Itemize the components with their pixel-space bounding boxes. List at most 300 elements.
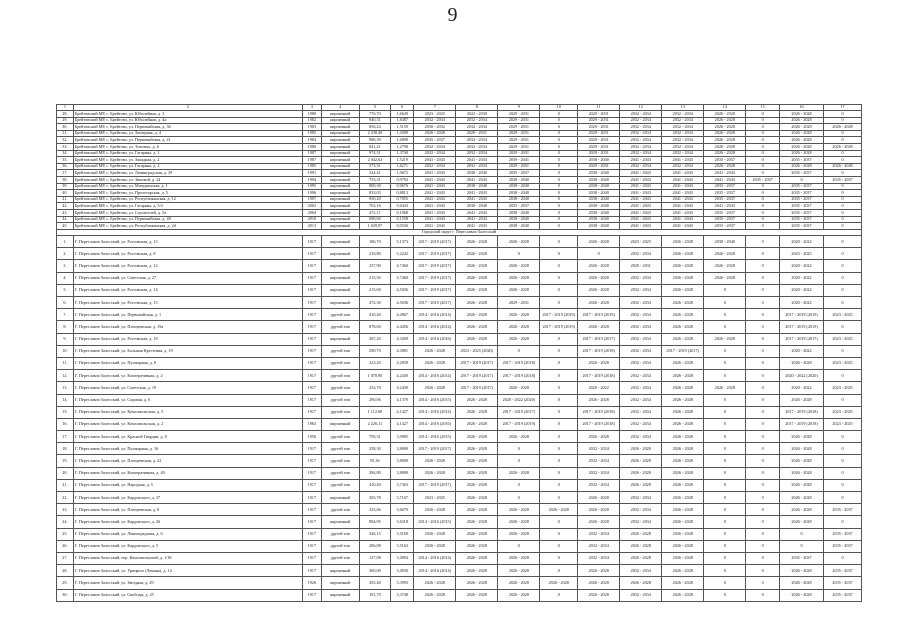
table-cell: 0 [824, 284, 862, 296]
table-cell: 2035 - 2037 [779, 203, 823, 210]
table-cell: 904,95 [359, 516, 391, 528]
table-cell: 1 112,00 [359, 406, 391, 418]
table-row [57, 272, 862, 284]
table-cell: 0 [746, 516, 780, 528]
table-cell: 0 [704, 406, 746, 418]
table-cell: 0 [540, 357, 578, 369]
table-cell: 2026 - 2028 [662, 333, 704, 345]
address-cell: Брейтовский МР, с. Брейтово, ул. Ленинградская, д. 39 [73, 170, 302, 177]
table-cell: 2026 - 2028 [662, 504, 704, 516]
table-cell: 2038 - 2040 [456, 183, 498, 190]
table-cell: 2026 - 2028 [578, 492, 620, 504]
table-cell: 0 [746, 333, 780, 345]
table-cell: 0 [746, 117, 780, 124]
table-cell: другой тип [321, 431, 359, 443]
table-cell: кирпичный [321, 248, 359, 260]
table-cell: 0 [779, 176, 823, 183]
table-cell: кирпичный [321, 170, 359, 177]
table-cell: 2014 - 2016 (2015) [414, 431, 456, 443]
table-cell: 16. [57, 418, 74, 430]
table-cell: 2026 - 2028 [620, 479, 662, 491]
table-cell: 2026 - 2028 [498, 589, 540, 601]
table-row [57, 357, 862, 369]
table-cell: 0 [540, 260, 578, 272]
table-cell: 0 [704, 357, 746, 369]
table-cell: 0,6443 [391, 203, 414, 210]
table-cell: 0 [540, 150, 578, 157]
table-cell: 800,30 [359, 183, 391, 190]
table-cell: 2026 - 2028 [704, 260, 746, 272]
table-cell: 2032 - 2034 [578, 467, 620, 479]
table-cell: 233,70 [359, 382, 391, 394]
table-cell: 2041 - 2043 [456, 176, 498, 183]
table-cell: 2026 - 2028 [779, 455, 823, 467]
table-cell: 2032 - 2034 [620, 297, 662, 309]
table-cell: 2032 - 2034 [662, 150, 704, 157]
table-cell: 410,40 [359, 309, 391, 321]
table-cell: 0 [824, 209, 862, 216]
table-cell: 2032 - 2034 [414, 163, 456, 170]
table-cell: 0 [746, 345, 780, 357]
table-cell: другой тип [321, 394, 359, 406]
table-cell: 12 [620, 105, 662, 111]
table-row [57, 260, 862, 272]
table-cell: 2026 - 2028 [498, 528, 540, 540]
table-cell: 2029 - 2031 [578, 130, 620, 137]
table-cell: 0 [824, 443, 862, 455]
table-cell: 2041 - 2043 [414, 183, 456, 190]
table-cell: 2029 - 2031 [498, 150, 540, 157]
table-cell: кирпичный [321, 297, 359, 309]
table-cell: 2041 - 2043 [620, 170, 662, 177]
table-cell: 2035 - 2037 [498, 203, 540, 210]
table-row [57, 143, 862, 150]
table-cell: 2023 - 2025 [779, 248, 823, 260]
table-cell: 2026 - 2028 [540, 577, 578, 589]
table-cell: 0 [746, 111, 780, 118]
table-cell: 2035 - 2037 [824, 565, 862, 577]
table-cell: 2026 - 2028 [662, 431, 704, 443]
table-cell: 2041 - 2043 [414, 170, 456, 177]
table-cell: 0 [824, 236, 862, 248]
table-cell: 3,7167 [391, 492, 414, 504]
table-cell: 2032 - 2034 [578, 540, 620, 552]
address-cell: Брейтовский МР, с. Брейтово, ул. Первомайская, д. 48 [73, 216, 302, 223]
table-cell: 2026 - 2028 [824, 124, 862, 131]
table-cell: 2032 - 2034 [620, 406, 662, 418]
table-cell: 2020 - 2022 (2020) [779, 370, 823, 382]
table-cell: 6. [57, 297, 74, 309]
table-cell: 2026 - 2028 [620, 577, 662, 589]
table-cell: 0 [746, 190, 780, 197]
table-cell: 0 [704, 370, 746, 382]
table-cell: 0 [824, 223, 862, 230]
table-cell: 2041 - 2043 [704, 176, 746, 183]
table-cell: 4. [57, 272, 74, 284]
table-cell: 0 [746, 236, 780, 248]
address-cell: Г. Переславль-Залесский, ул. Комсомольская, д. 5 [73, 406, 302, 418]
table-cell: 237,90 [359, 260, 391, 272]
table-cell: 0 [824, 203, 862, 210]
table-cell: 4,2430 [391, 382, 414, 394]
table-cell: 2026 - 2028 [498, 565, 540, 577]
table-cell: 0 [704, 418, 746, 430]
table-cell: 2035 - 2037 [824, 540, 862, 552]
table-cell: 2017 - 2019 (2017) [456, 357, 498, 369]
table-cell: 0 [704, 479, 746, 491]
table-cell: 2026 - 2028 [498, 467, 540, 479]
table-cell: 2039 - 2041 [498, 157, 540, 164]
table-cell: 215,60 [359, 284, 391, 296]
table-cell: 2026 - 2028 [414, 528, 456, 540]
table-cell: 2022 - 2030 [456, 111, 498, 118]
table-cell: 2041 - 2043 [456, 216, 498, 223]
table-cell: 4,5036 [391, 297, 414, 309]
address-cell: Брейтовский МР, с. Брейтово, ул. Республиканская, д. 12 [73, 196, 302, 203]
table-cell: 0 [540, 455, 578, 467]
table-cell: 2026 - 2028 [662, 297, 704, 309]
table-cell: 2026 - 2028 [578, 394, 620, 406]
table-row [57, 345, 862, 357]
table-cell: 2026 - 2028 [414, 540, 456, 552]
table-cell: 0 [746, 196, 780, 203]
address-cell: Г. Переславль-Залесский, пер. Комсомольский, д. 1/18 [73, 552, 302, 564]
table-row [57, 196, 862, 203]
table-cell: 2026 - 2028 [414, 589, 456, 601]
table-cell: 2014 - 2016 (2016) [414, 418, 456, 430]
table-cell: 25. [57, 528, 74, 540]
table-cell: 0 [746, 357, 780, 369]
table-row [57, 565, 862, 577]
table-cell: 2017 - 2019 (2017) [578, 333, 620, 345]
address-cell: Г. Переславль-Залесский, ул. Большая Крестовая, д. 19 [73, 345, 302, 357]
table-cell: 2020 - 2022 [779, 284, 823, 296]
table-cell: 15. [57, 406, 74, 418]
table-cell: 2032 - 2034 [620, 163, 662, 170]
table-cell: 286,08 [359, 540, 391, 552]
table-row [57, 443, 862, 455]
address-cell: Г. Переславль-Залесский, ул. Советская, д. 19 [73, 382, 302, 394]
table-cell: 0,1558 [391, 216, 414, 223]
table-cell: 213,50 [359, 272, 391, 284]
table-cell: 1917 [302, 492, 321, 504]
table-row [57, 431, 862, 443]
table-row [57, 203, 862, 210]
table-cell: 0 [824, 455, 862, 467]
table-cell: 2038 - 2040 [578, 223, 620, 230]
table-cell: 2032 - 2034 [662, 137, 704, 144]
table-cell: 0 [746, 203, 780, 210]
table-cell: 2038 - 2040 [704, 236, 746, 248]
table-row [57, 236, 862, 248]
table-cell: 29. [57, 117, 74, 124]
table-cell: 1987 [302, 150, 321, 157]
table-cell: 2023 - 2025 [620, 236, 662, 248]
table-cell: 2023 - 2025 [414, 111, 456, 118]
address-cell: Г. Переславль-Залесский, ул. Кардовского, д. 26 [73, 516, 302, 528]
table-cell: 2041 - 2043 [456, 209, 498, 216]
table-cell: 2032 - 2034 [620, 394, 662, 406]
table-cell: кирпичный [321, 163, 359, 170]
table-cell: 4,1427 [391, 418, 414, 430]
table-cell: 0,8813 [391, 190, 414, 197]
table-row [57, 418, 862, 430]
table-cell: 3,7363 [391, 479, 414, 491]
table-cell: 2026 - 2028 [662, 528, 704, 540]
table-cell: 2026 - 2028 [578, 321, 620, 333]
table-row [57, 284, 862, 296]
table-cell: 4,4967 [391, 309, 414, 321]
table-cell: 2026 - 2028 [456, 321, 498, 333]
table-cell: 0 [704, 516, 746, 528]
table-cell: 28. [57, 111, 74, 118]
table-cell: 2017 - 2019 (2017) [456, 382, 498, 394]
table-cell: 2026 - 2028 [704, 111, 746, 118]
table-cell: 2032 - 2034 [662, 130, 704, 137]
table-row [57, 130, 862, 137]
table-cell: 2026 - 2028 [662, 479, 704, 491]
table-row [57, 467, 862, 479]
table-cell: 833,03 [359, 190, 391, 197]
table-cell: 1963 [302, 418, 321, 430]
table-cell: 4,3269 [391, 333, 414, 345]
table-cell: 4,1370 [391, 394, 414, 406]
table-cell: 2032 - 2034 [620, 565, 662, 577]
address-cell: Г. Переславль-Залесский, ул. Пушкарная, д. 16 [73, 443, 302, 455]
table-cell: 2032 - 2034 [456, 137, 498, 144]
table-cell: 2017 - 2019 (2018) [779, 418, 823, 430]
table-cell: 1917 [302, 236, 321, 248]
table-cell: 0 [746, 130, 780, 137]
table-cell: 2041 - 2043 [662, 196, 704, 203]
table-cell: 2026 - 2028 [578, 589, 620, 601]
table-cell: 0,0336 [391, 223, 414, 230]
table-cell: 0 [540, 418, 578, 430]
table-cell: 2041 - 2043 [704, 203, 746, 210]
table-cell: кирпичный [321, 183, 359, 190]
address-cell: Брейтовский МР, с. Брейтово, ул. Пролетарская, д. 5 [73, 190, 302, 197]
table-cell: 4,7460 [391, 260, 414, 272]
table-cell: 2032 - 2034 [662, 124, 704, 131]
table-cell: 2035 - 2037 [746, 176, 780, 183]
table-cell: 1917 [302, 370, 321, 382]
table-cell: 2032 - 2034 [414, 150, 456, 157]
table-cell: 2041 - 2043 [414, 176, 456, 183]
table-cell: 2023 - 2025 [824, 309, 862, 321]
table-cell: 0 [746, 418, 780, 430]
table-cell: 2041 - 2043 [620, 176, 662, 183]
table-cell: 0 [746, 248, 780, 260]
table-cell: 2026 - 2028 [456, 309, 498, 321]
table-cell: 1994 [302, 176, 321, 183]
address-cell: Г. Переславль-Залесский, ул. Советская, д. 27 [73, 272, 302, 284]
table-cell: 2017 - 2019 (2017) [414, 248, 456, 260]
table-cell: 5,2242 [391, 248, 414, 260]
table-cell: 2032 - 2034 [620, 143, 662, 150]
table-row [57, 124, 862, 131]
table-cell: 2029 - 2031 [498, 117, 540, 124]
address-cell: Брейтовский МР, с. Брейтово, ул. Строителей, д. 5а [73, 209, 302, 216]
table-cell: 2026 - 2028 [456, 272, 498, 284]
table-cell: 3. [57, 260, 74, 272]
table-cell: 2013 [302, 223, 321, 230]
table-cell: 11 [578, 105, 620, 111]
table-cell: 17 [824, 105, 862, 111]
table-cell: 2026 - 2028 [456, 516, 498, 528]
table-cell: 2041 - 2043 [620, 190, 662, 197]
table-cell: 0 [704, 309, 746, 321]
table-cell: кирпичный [321, 418, 359, 430]
table-cell: 1,6271 [391, 163, 414, 170]
table-cell: 1 639,97 [359, 223, 391, 230]
table-cell: 2020 - 2022 [578, 382, 620, 394]
table-cell: 2038 - 2040 [498, 190, 540, 197]
table-cell: 1,5159 [391, 124, 414, 131]
table-cell: 2020 - 2022 [779, 297, 823, 309]
table-cell: 0 [746, 479, 780, 491]
table-cell: 2026 - 2028 [662, 443, 704, 455]
table-cell: 2014 - 2016 (2014) [414, 321, 456, 333]
table-cell: 0 [540, 516, 578, 528]
table-cell: 2026 - 2028 [456, 236, 498, 248]
table-cell: 0 [704, 467, 746, 479]
table-cell: 0 [540, 163, 578, 170]
table-cell: 0 [824, 516, 862, 528]
table-cell: 2026 - 2028 [498, 284, 540, 296]
table-cell: 2026 - 2028 [779, 394, 823, 406]
table-cell: 1917 [302, 565, 321, 577]
table-cell: 1917 [302, 552, 321, 564]
table-cell: 2017 - 2019 (2017) [414, 284, 456, 296]
table-cell: 22. [57, 492, 74, 504]
table-cell: 0 [824, 157, 862, 164]
address-cell: Г. Переславль-Залесский, ул. Плещеевская, д. 22 [73, 455, 302, 467]
table-cell: 2026 - 2028 [662, 565, 704, 577]
table-cell: 2026 - 2028 [414, 382, 456, 394]
table-cell: кирпичный [321, 236, 359, 248]
table-cell: 2026 - 2028 [779, 143, 823, 150]
table-row [57, 209, 862, 216]
table-cell: другой тип [321, 406, 359, 418]
table-cell: 2017 - 2019 (2017) [414, 260, 456, 272]
table-cell: 35. [57, 157, 74, 164]
table-cell: 0 [746, 170, 780, 177]
table-cell: 0 [746, 577, 780, 589]
table-cell: 1,2798 [391, 143, 414, 150]
table-cell: 127,08 [359, 552, 391, 564]
table-cell: 2035 - 2037 [704, 223, 746, 230]
table-cell: 2026 - 2028 [456, 467, 498, 479]
table-cell: 2035 - 2037 [779, 190, 823, 197]
address-cell: Г. Переславль-Залесский, ул. Ростовская, д. 18 [73, 333, 302, 345]
table-cell: 2041 - 2043 [662, 223, 704, 230]
table-cell: другой тип [321, 309, 359, 321]
table-cell: 2032 - 2034 [414, 143, 456, 150]
table-cell: кирпичный [321, 203, 359, 210]
table-row [57, 516, 862, 528]
table-cell: 2035 - 2037 [704, 216, 746, 223]
table-row [57, 176, 862, 183]
table-cell: 2032 - 2034 [578, 479, 620, 491]
address-cell: Г. Переславль-Залесский, ул. Красной Гвардии, д. 8 [73, 431, 302, 443]
table-cell: 1,6649 [391, 111, 414, 118]
address-cell: Г. Переславль-Залесский, ул. Звездная, д. 29 [73, 577, 302, 589]
table-cell: 34. [57, 150, 74, 157]
section-heading: Городской округ г. Переславль-Залесский [57, 229, 862, 235]
table-cell: 2029 - 2031 [498, 297, 540, 309]
table-cell: 0 [746, 443, 780, 455]
table-cell: 2035 - 2037 [824, 577, 862, 589]
table-cell: 1985 [302, 163, 321, 170]
table-cell: 0 [540, 248, 578, 260]
address-cell: Г. Переславль-Залесский, ул. Кооперативная, д. 40 [73, 467, 302, 479]
table-cell: 1917 [302, 321, 321, 333]
table-cell: 0,9792 [391, 176, 414, 183]
table-cell: 3,5169 [391, 528, 414, 540]
table-cell: 2032 - 2034 [620, 117, 662, 124]
table-row [57, 552, 862, 564]
address-cell: Брейтовский МР, с. Брейтово, ул. Западная, д. 2 [73, 157, 302, 164]
table-cell: 1917 [302, 357, 321, 369]
table-cell: 2 226,11 [359, 418, 391, 430]
table-cell: 2026 - 2028 [414, 130, 456, 137]
table-cell: 0 [498, 455, 540, 467]
table-cell: кирпичный [321, 130, 359, 137]
table-cell: 2029 - 2031 [498, 137, 540, 144]
table-cell: 0 [746, 163, 780, 170]
table-cell: 29. [57, 577, 74, 589]
table-cell: 0 [540, 492, 578, 504]
table-cell: 0 [824, 345, 862, 357]
table-cell: 2026 - 2028 [456, 284, 498, 296]
table-cell: 0 [746, 321, 780, 333]
table-cell: 690,60 [359, 216, 391, 223]
table-cell: 2030 - 2032 [414, 124, 456, 131]
table-cell: кирпичный [321, 589, 359, 601]
table-cell: 4,3081 [391, 345, 414, 357]
table-cell: 986,39 [359, 137, 391, 144]
table-cell: 2041 - 2043 [456, 196, 498, 203]
table-cell: 1917 [302, 467, 321, 479]
table-cell: 3,5163 [391, 540, 414, 552]
table-cell: 0 [746, 309, 780, 321]
table-cell: 2026 - 2028 [662, 418, 704, 430]
table-cell: 0 [540, 297, 578, 309]
table-cell: 0 [540, 223, 578, 230]
table-cell: 26. [57, 540, 74, 552]
table-cell: 0 [540, 216, 578, 223]
table-cell: 5,1373 [391, 236, 414, 248]
table-cell: кирпичный [321, 565, 359, 577]
table-cell: 1917 [302, 455, 321, 467]
table-row [57, 540, 862, 552]
table-cell: 2035 - 2037 [779, 183, 823, 190]
table-cell: 1982 [302, 117, 321, 124]
table-cell: 0 [746, 406, 780, 418]
table-cell: 2014 - 2016 (2015) [414, 516, 456, 528]
table-cell: 17. [57, 431, 74, 443]
table-cell: 2041 - 2043 [662, 209, 704, 216]
table-cell: 2032 - 2034 [620, 150, 662, 157]
table-cell: 2029 - 2031 [578, 117, 620, 124]
table-cell: 0 [704, 540, 746, 552]
address-cell: Г. Переславль-Залесский, ул. Плещеевская, д. 19а [73, 321, 302, 333]
table-cell: 0 [540, 236, 578, 248]
table-cell: кирпичный [321, 260, 359, 272]
table-cell: 2026 - 2028 [498, 333, 540, 345]
table-cell: 2032 - 2034 [662, 111, 704, 118]
table-cell: 0 [704, 297, 746, 309]
